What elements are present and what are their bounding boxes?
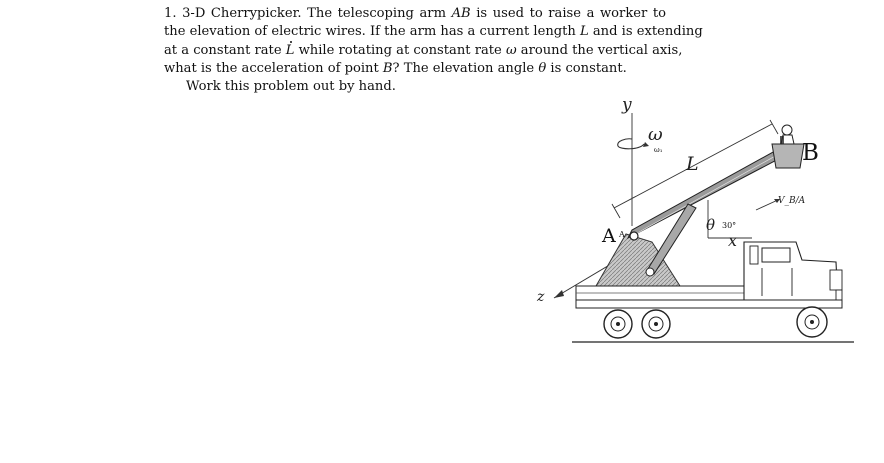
angle-value-label: 30° — [722, 221, 737, 230]
problem-line-5: Work this problem out by hand. — [186, 79, 396, 95]
velocity-label: V_B/A — [778, 196, 806, 206]
math-theta: θ — [538, 60, 547, 76]
length-label: L — [686, 153, 699, 175]
pivot-A — [630, 232, 638, 240]
math-omega: ω — [505, 42, 517, 58]
problem-text: at a constant rate — [164, 42, 286, 58]
problem-text: around the vertical axis, — [516, 42, 683, 58]
z-axis-arrowhead-icon — [554, 290, 564, 298]
problem-text: the elevation of electric wires. If the arm has a current length — [164, 24, 581, 40]
front-wheel — [797, 307, 827, 337]
problem-text: while rotating at constant rate — [294, 42, 506, 58]
side-mirror — [750, 246, 758, 264]
problem-text: is constant. — [546, 60, 627, 76]
problem-line-2 — [164, 23, 703, 41]
z-axis-label: z — [537, 289, 545, 305]
point-A-label: A — [602, 225, 616, 247]
problem-text: is used to raise a worker to — [470, 6, 666, 21]
x-axis-label: x — [728, 231, 738, 250]
point-B-label: B — [802, 140, 819, 166]
cherrypicker-figure — [520, 90, 860, 352]
problem-text: 1. 3-D Cherrypicker. The telescoping arm — [164, 6, 452, 21]
math-B: B — [382, 60, 393, 76]
bumper — [836, 290, 842, 300]
problem-line-4 — [164, 60, 666, 78]
problem-line-3 — [164, 42, 683, 60]
worker-head — [782, 125, 792, 135]
omega-small-label: ω₁ — [654, 146, 663, 154]
dimension-tick — [770, 120, 778, 134]
problem-text: ? The elevation angle — [392, 60, 539, 76]
problem-line-1 — [164, 5, 666, 23]
cab-window — [762, 248, 790, 262]
dimension-tick — [612, 204, 620, 218]
grille — [830, 270, 842, 290]
problem-text: and is extending — [588, 24, 703, 40]
math-Ldot: L — [286, 42, 295, 60]
problem-text: what is the acceleration of point — [164, 60, 383, 76]
bucket — [772, 144, 804, 168]
rear-wheel-1 — [604, 310, 632, 338]
chassis — [576, 300, 842, 308]
problem-statement — [164, 5, 703, 96]
rotation-arrow — [618, 139, 644, 149]
rear-wheel-2 — [642, 310, 670, 338]
cylinder-pivot — [646, 268, 654, 276]
omega-label: ω — [648, 124, 663, 145]
point-A-small-label: A — [619, 230, 625, 239]
math-L: L — [580, 24, 589, 40]
math-AB: AB — [451, 6, 471, 21]
y-axis-label: y — [622, 95, 632, 115]
theta-label: θ — [706, 216, 716, 234]
